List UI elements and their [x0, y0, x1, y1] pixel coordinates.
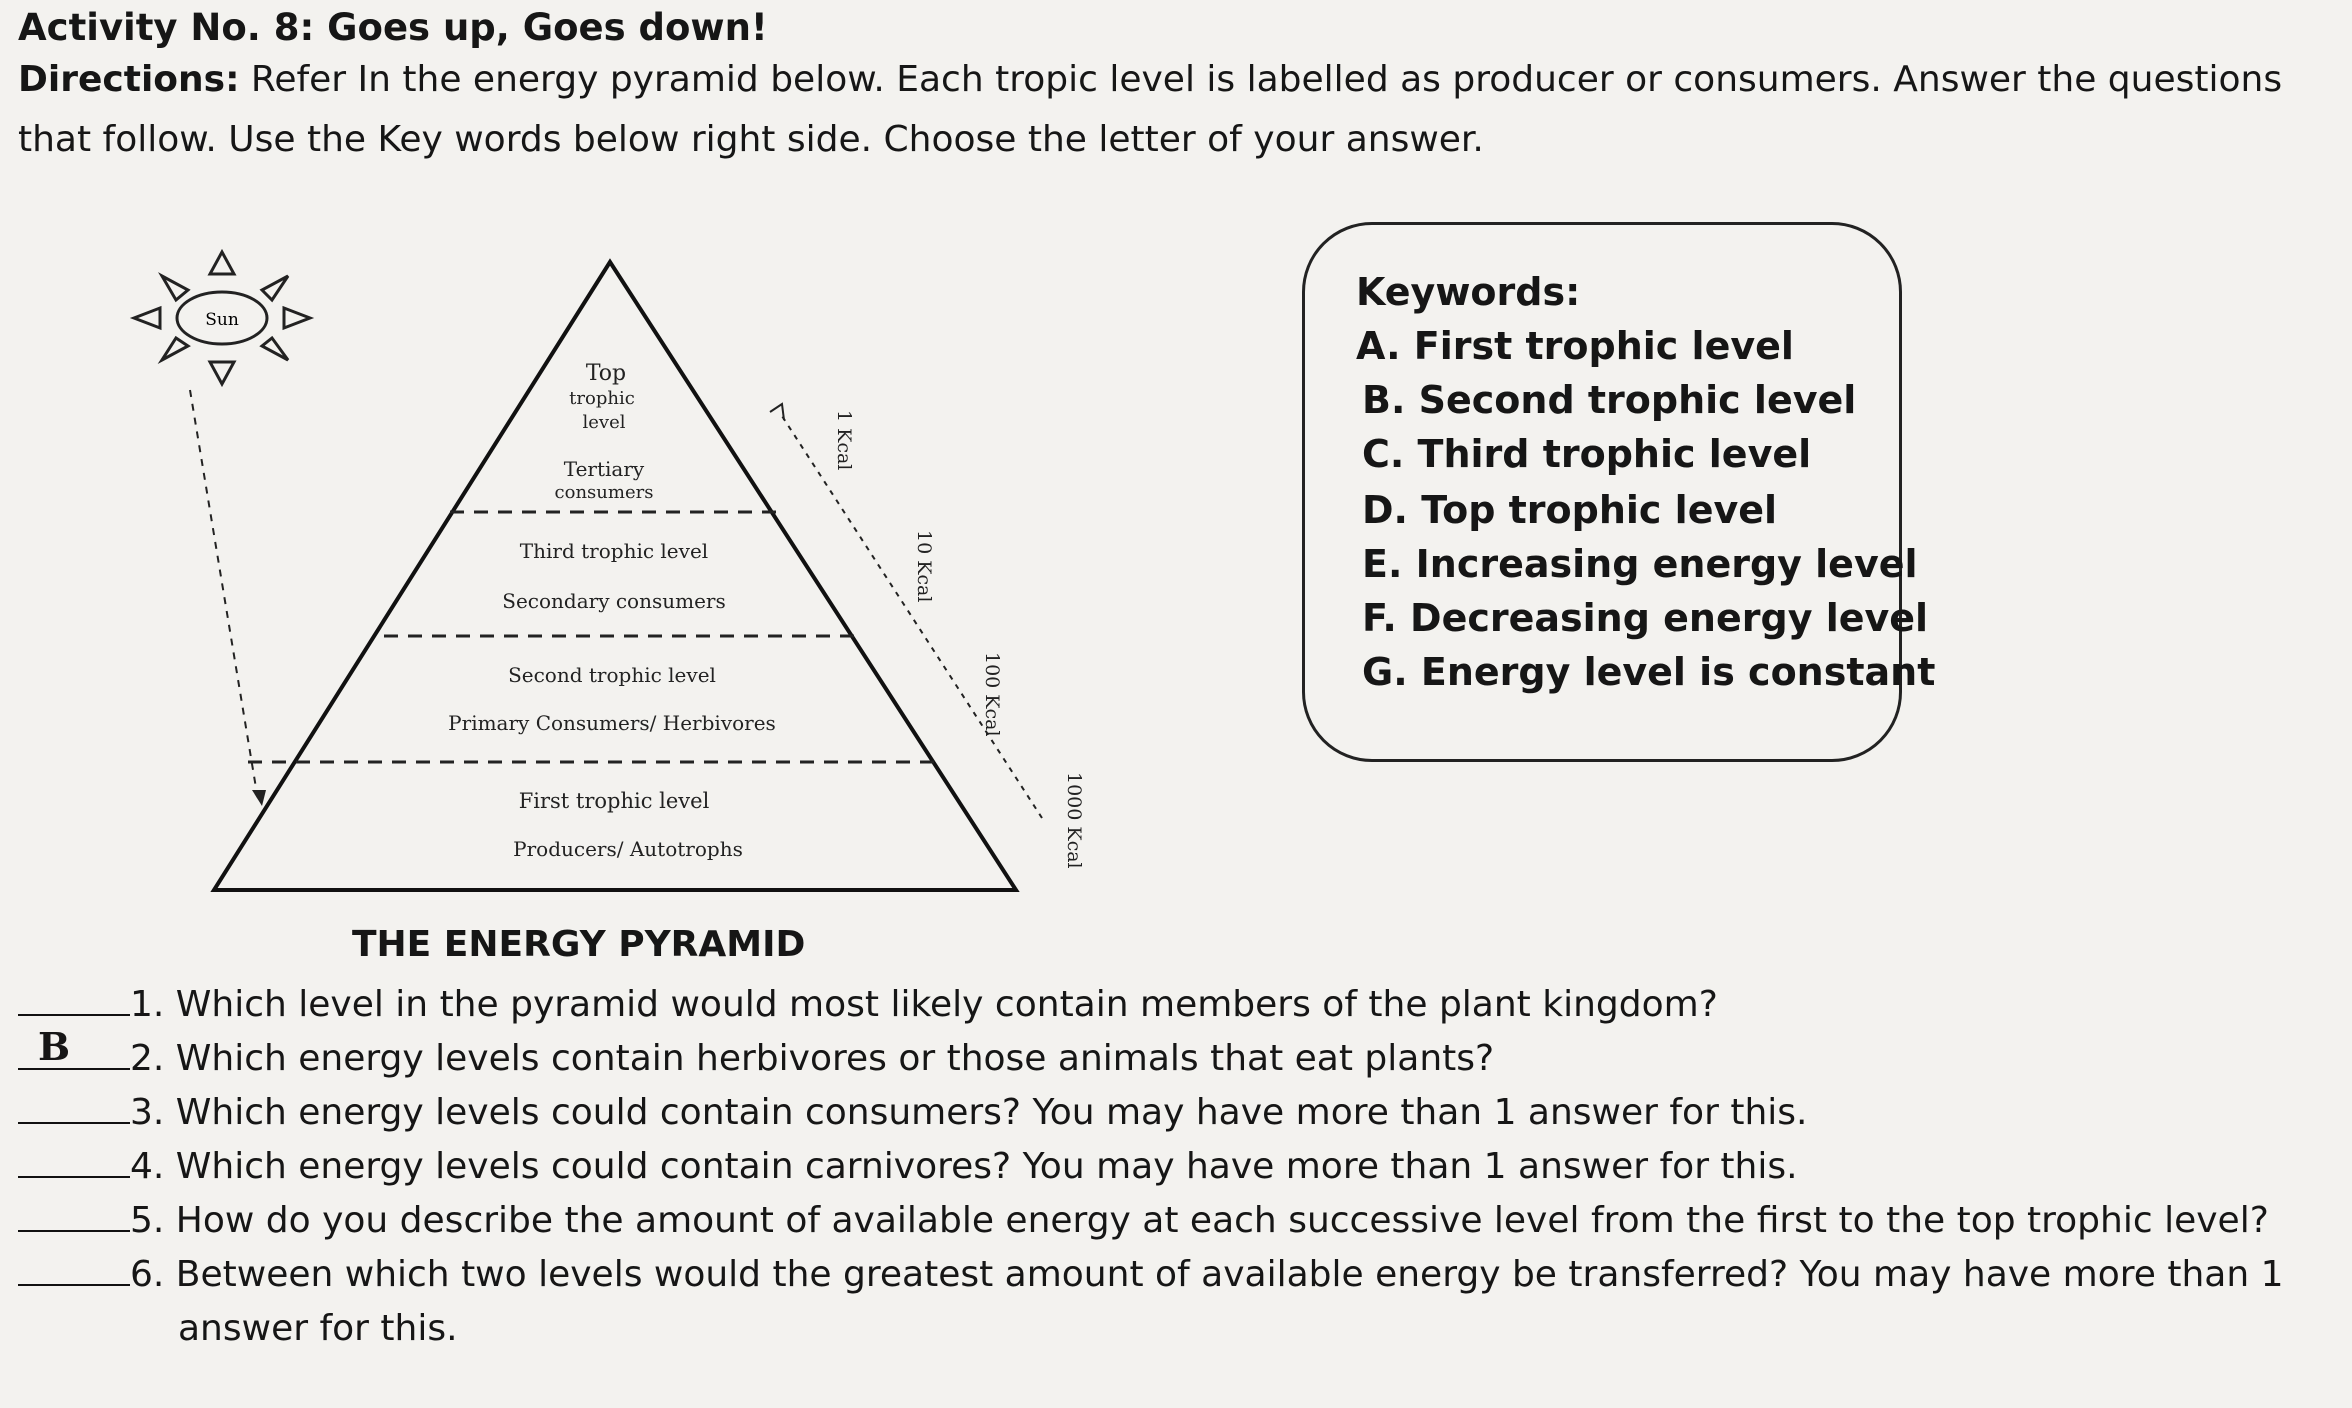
answer-blank-3[interactable]	[18, 1088, 130, 1124]
answer-blank-1[interactable]	[18, 980, 130, 1016]
question-text-6: 6. Between which two levels would the greatest amount of available energy be transferred? You may have more than 1	[130, 1254, 2284, 1295]
directions-label: Directions:	[18, 59, 240, 100]
question-text-3: 3. Which energy levels could contain consumers? You may have more than 1 answer for this.	[130, 1092, 1808, 1133]
answer-blank-4[interactable]	[18, 1142, 130, 1178]
energy-arrow	[782, 416, 1042, 818]
question-4	[18, 1140, 2338, 1194]
question-text-4: 4. Which energy levels could contain carnivores? You may have more than 1 answer for this.	[130, 1146, 1798, 1187]
answer-2: B	[38, 1024, 71, 1069]
sun-arrow-head	[252, 790, 266, 806]
top-level-label-2: trophic	[569, 388, 635, 409]
keyword-item: A. First trophic level	[1356, 324, 1794, 368]
keywords-heading: Keywords:	[1356, 270, 1581, 314]
question-text-5: 5. How do you describe the amount of available energy at each successive level from the first to the top trophic level?	[130, 1200, 2269, 1241]
question-2	[18, 1024, 2338, 1086]
tertiary-label-2: consumers	[554, 482, 654, 503]
energy-label-1kcal: 1 Kcal	[833, 410, 855, 471]
primary-label: Primary Consumers/ Herbivores	[448, 711, 776, 735]
energy-label-10kcal: 10 Kcal	[913, 530, 935, 603]
answer-blank-5[interactable]	[18, 1196, 130, 1232]
third-level-label: Third trophic level	[519, 539, 709, 563]
keyword-item: D. Top trophic level	[1362, 488, 1778, 532]
secondary-label: Secondary consumers	[502, 589, 726, 613]
question-1	[18, 978, 2338, 1032]
question-5	[18, 1194, 2338, 1248]
answer-blank-6[interactable]	[18, 1250, 130, 1286]
keyword-item: G. Energy level is constant	[1362, 650, 1936, 694]
question-text-1: 1. Which level in the pyramid would most likely contain members of the plant kingdom?	[130, 984, 1718, 1025]
energy-label-1000kcal: 1000 Kcal	[1063, 772, 1085, 869]
keyword-item: B. Second trophic level	[1362, 378, 1857, 422]
question-6	[18, 1248, 2338, 1356]
first-level-label: First trophic level	[518, 789, 710, 813]
sun-arrow	[190, 390, 258, 800]
directions-text: Refer In the energy pyramid below. Each tropic level is labelled as producer or consumers. Answer the questions that follow. Use the Key words below right side. Choose the letter of your answer.	[18, 59, 2283, 160]
question-text-6-continuation: answer for this.	[178, 1308, 458, 1349]
tertiary-label-1: Tertiary	[563, 457, 645, 481]
pyramid-caption: THE ENERGY PYRAMID	[352, 924, 806, 965]
question-text-2: 2. Which energy levels contain herbivores or those animals that eat plants?	[130, 1038, 1495, 1079]
second-level-label: Second trophic level	[508, 663, 716, 687]
activity-title: Activity No. 8: Goes up, Goes down!	[18, 6, 768, 49]
producers-label: Producers/ Autotrophs	[513, 837, 743, 861]
keyword-item: C. Third trophic level	[1362, 432, 1812, 476]
energy-label-100kcal: 100 Kcal	[981, 652, 1003, 737]
question-3	[18, 1086, 2338, 1140]
top-level-label-1: Top	[585, 361, 627, 386]
answer-blank-2[interactable]	[18, 1024, 130, 1070]
keyword-item: E. Increasing energy level	[1362, 542, 1918, 586]
top-level-label-3: level	[582, 412, 626, 433]
sun-label: Sun	[205, 310, 239, 330]
keyword-item: F. Decreasing energy level	[1362, 596, 1929, 640]
